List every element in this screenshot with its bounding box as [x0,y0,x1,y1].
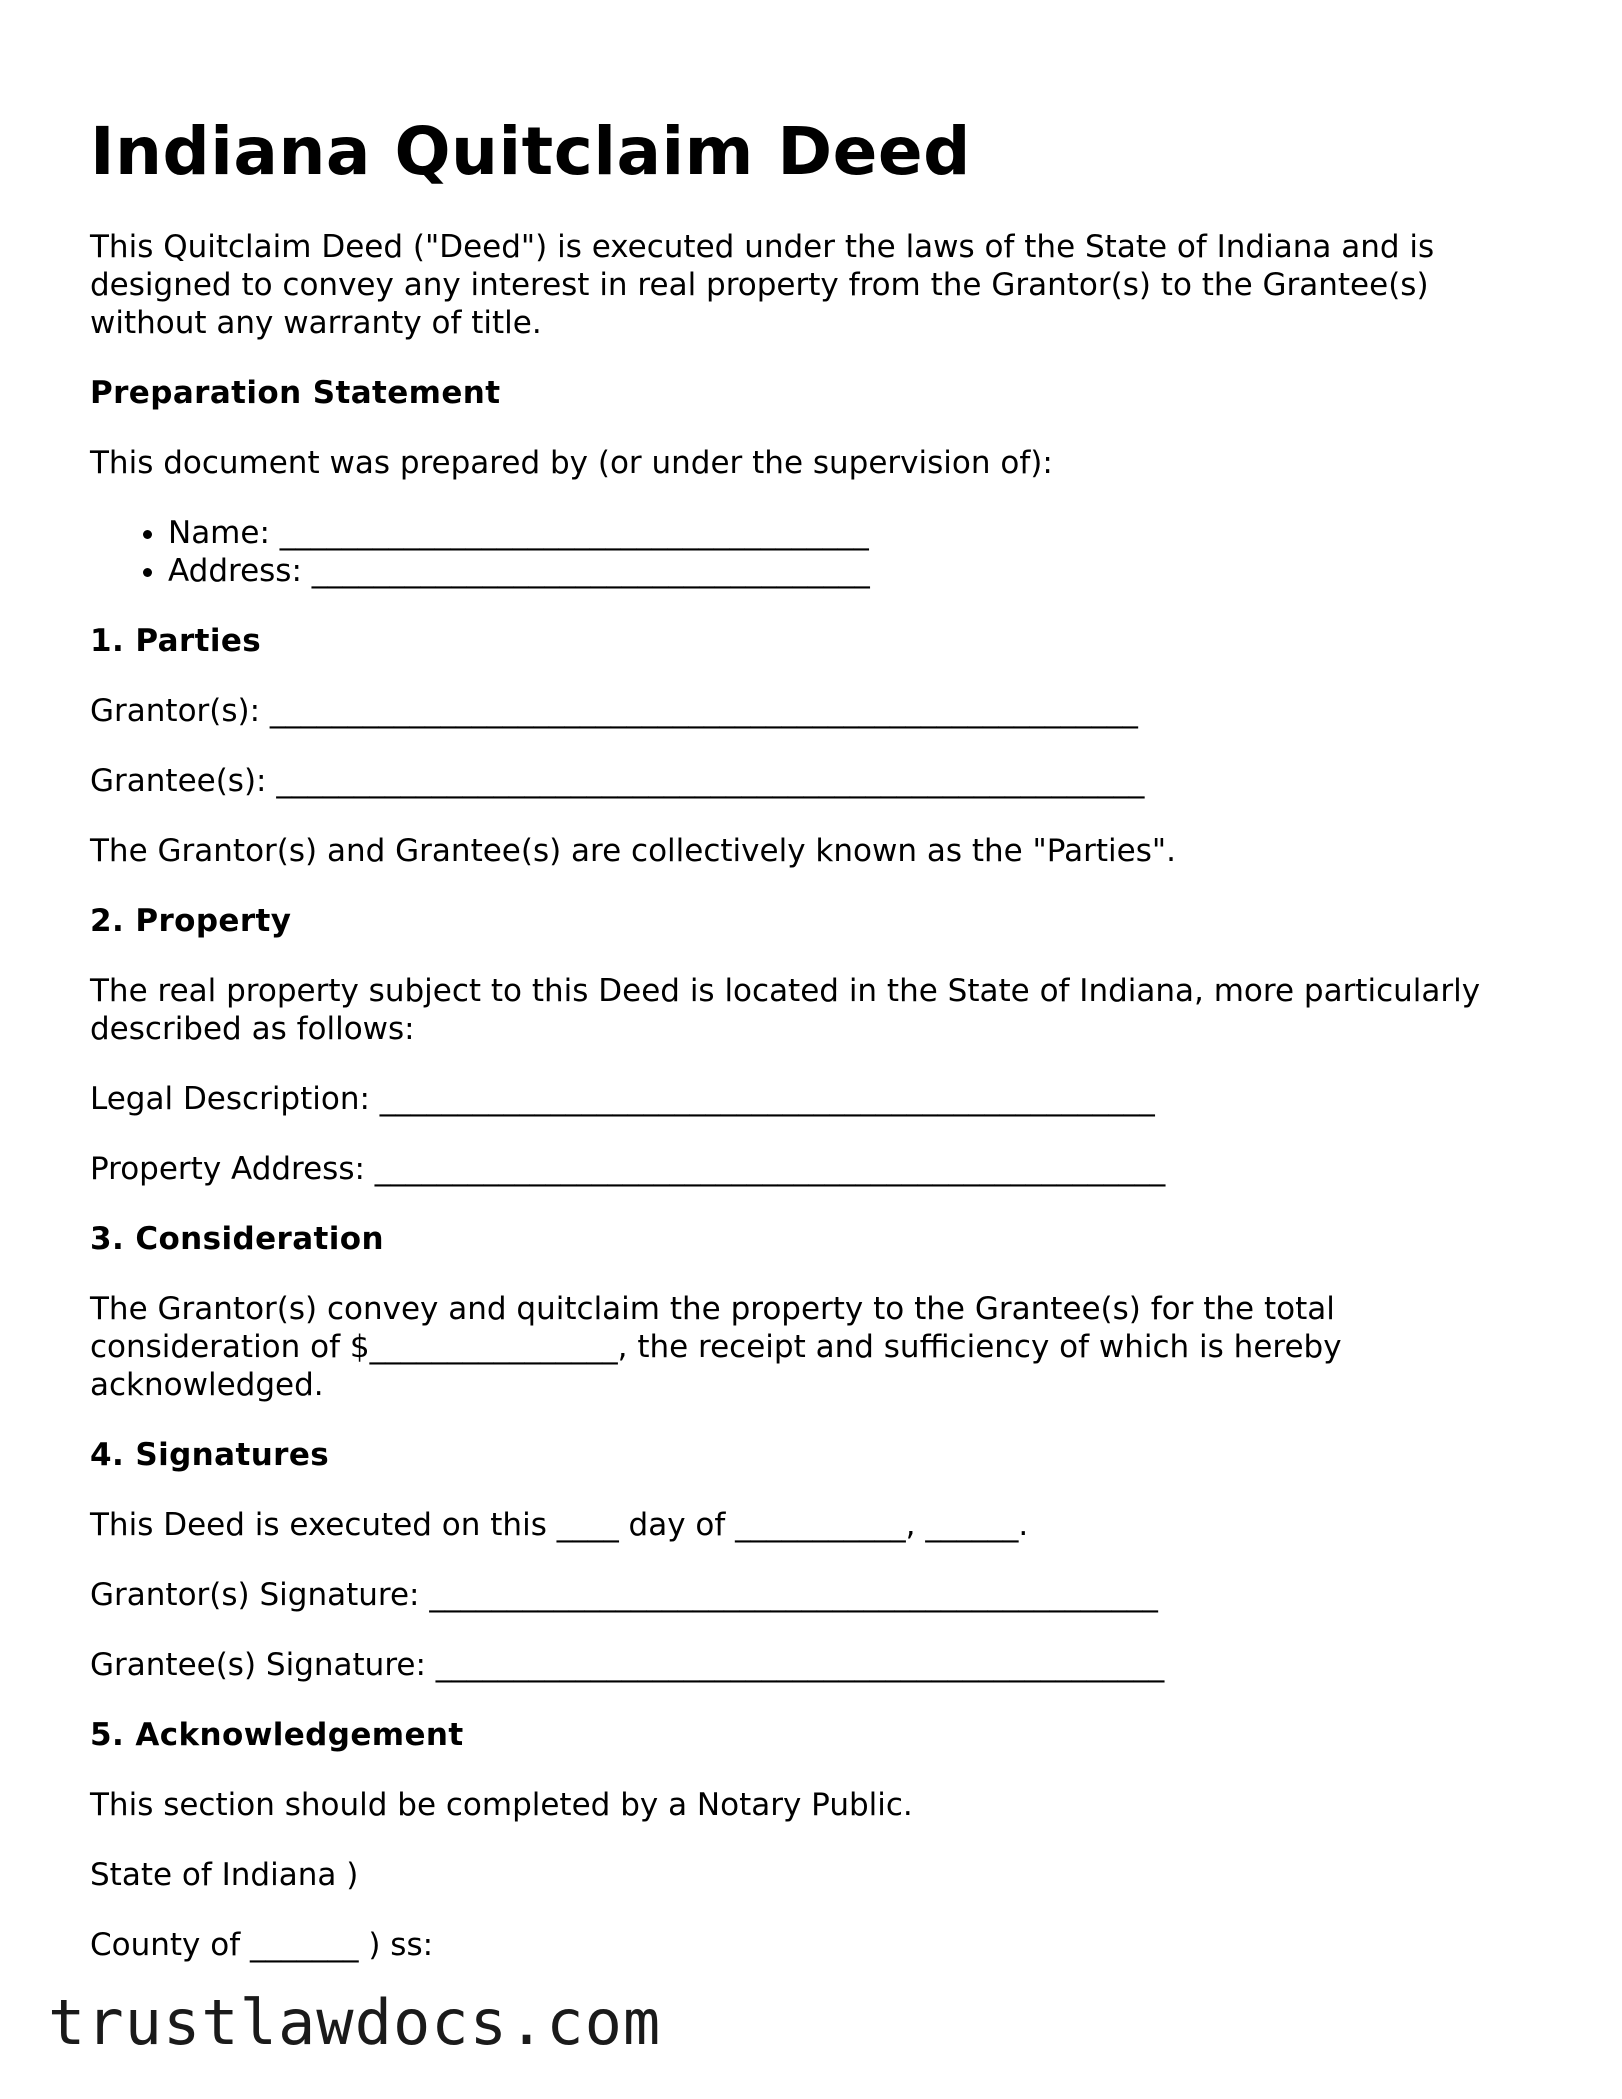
watermark-text: trustlawdocs.com [48,1986,662,2059]
property-text: The real property subject to this Deed is located in the State of Indiana, more particularly described as follows: [90,973,1481,1047]
document-page [90,112,1550,1996]
notary-county-line: County of _______ ) ss: [90,1927,434,1963]
preparation-heading: Preparation Statement [90,375,501,411]
preparation-text: This document was prepared by (or under the supervision of): [90,445,1053,481]
grantor-field: Grantor(s): ________________________________________________________ [90,693,1138,729]
intro-paragraph: This Quitclaim Deed ("Deed") is executed under the laws of the State of Indiana and is designed to convey any interest in real property from the Grantor(s) to the Grantee(s) without any warranty of title. [90,229,1435,341]
acknowledgement-text: This section should be completed by a Notary Public. [90,1787,913,1823]
legal-description-field: Legal Description: __________________________________________________ [90,1081,1155,1117]
preparer-list [90,514,1550,590]
grantee-field: Grantee(s): ________________________________________________________ [90,763,1145,799]
parties-heading: 1. Parties [90,623,262,659]
property-address-field: Property Address: ___________________________________________________ [90,1151,1166,1187]
grantee-signature-field: Grantee(s) Signature: _______________________________________________ [90,1647,1165,1683]
consideration-heading: 3. Consideration [90,1221,384,1257]
consideration-text: The Grantor(s) convey and quitclaim the property to the Grantee(s) for the total consideration of $________________, the receipt and sufficiency of which is hereby acknowledged. [90,1291,1342,1403]
preparer-address-field: • Address: ____________________________________ [168,552,1550,590]
notary-state-line: State of Indiana ) [90,1857,359,1893]
document-title: Indiana Quitclaim Deed [90,113,971,190]
preparer-name-field: • Name: ______________________________________ [168,514,1550,552]
acknowledgement-heading: 5. Acknowledgement [90,1717,464,1753]
grantor-signature-field: Grantor(s) Signature: _______________________________________________ [90,1577,1158,1613]
parties-note: The Grantor(s) and Grantee(s) are collectively known as the "Parties". [90,833,1176,869]
execution-date-line: This Deed is executed on this ____ day of ___________, ______. [90,1507,1029,1543]
property-heading: 2. Property [90,903,292,939]
signatures-heading: 4. Signatures [90,1437,330,1473]
